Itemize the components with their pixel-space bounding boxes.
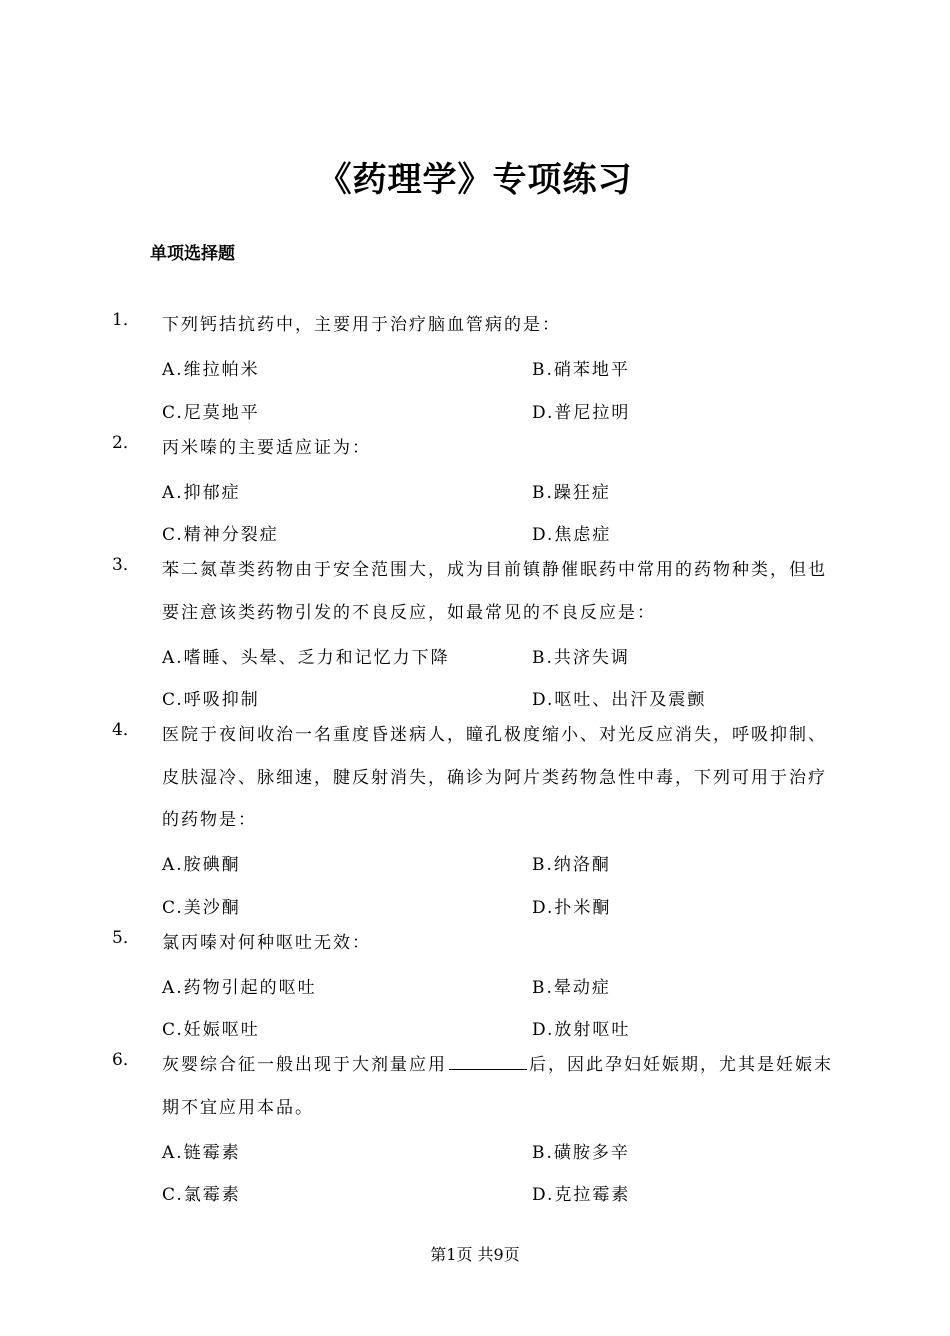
option-c: C.尼莫地平	[162, 402, 260, 423]
option-b: B.晕动症	[532, 977, 611, 998]
question-item	[0, 304, 950, 432]
option-grid	[162, 469, 842, 554]
option-a: A.胺碘酮	[162, 855, 241, 876]
question-number: 2．	[112, 432, 140, 453]
option-b: B.纳洛酮	[532, 855, 611, 876]
option-grid	[162, 347, 842, 432]
page-footer: 第1页 共9页	[430, 1245, 520, 1264]
option-b: B.躁狂症	[532, 482, 611, 503]
question-number: 4．	[112, 720, 140, 740]
option-c: C.妊娠呕吐	[162, 1020, 260, 1041]
fill-in-blank	[449, 1055, 527, 1070]
question-item	[0, 714, 950, 927]
option-grid	[162, 964, 842, 1049]
question-list	[0, 309, 950, 1214]
question-stem: 丙米嗪的主要适应证为：	[162, 437, 371, 458]
option-c: C.精神分裂症	[162, 525, 279, 546]
question-item	[0, 1044, 950, 1214]
option-grid	[162, 842, 842, 927]
option-a: A.维拉帕米	[162, 360, 260, 381]
option-c: C.美沙酮	[162, 897, 241, 918]
question-number: 6．	[112, 1050, 140, 1070]
option-a: A.药物引起的呕吐	[162, 977, 317, 998]
option-c: C.氯霉素	[162, 1185, 241, 1206]
option-b: B.磺胺多辛	[532, 1142, 630, 1163]
question-stem-after: 后，因此孕妇妊娠期，尤其是妊娠末期不宜应用本品。	[162, 1055, 833, 1118]
option-a: A.链霉素	[162, 1142, 241, 1163]
question-stem: 苯二氮䓬类药物由于安全范围大，成为目前镇静催眠药中常用的药物种类，但也要注意该类药物引发的不良反应，如最常见的不良反应是：	[162, 560, 827, 623]
option-d: D.扑米酮	[532, 897, 612, 918]
option-b: B.硝苯地平	[532, 360, 630, 381]
page-title: 《药理学》专项练习	[317, 160, 633, 200]
question-stem	[162, 1044, 837, 1129]
option-d: D.焦虑症	[532, 525, 612, 546]
question-stem: 下列钙拮抗药中，主要用于治疗脑血管病的是：	[162, 315, 561, 335]
section-heading: 单项选择题	[150, 244, 235, 264]
question-stem-before: 灰婴综合征一般出现于大剂量应用	[162, 1055, 447, 1075]
question-stem: 氯丙嗪对何种呕吐无效：	[162, 932, 371, 953]
question-item	[0, 427, 950, 555]
option-d: D.放射呕吐	[532, 1020, 631, 1041]
option-d: D.呕吐、出汗及震颤	[532, 690, 707, 711]
question-stem: 医院于夜间收治一名重度昏迷病人，瞳孔极度缩小、对光反应消失，呼吸抑制、皮肤湿冷、脉细速，腱反射消失，确诊为阿片类药物急性中毒，下列可用于治疗的药物是：	[162, 725, 827, 830]
option-grid	[162, 634, 842, 719]
option-d: D.普尼拉明	[532, 402, 631, 423]
question-item	[0, 922, 950, 1050]
option-a: A.嗜睡、头晕、乏力和记忆力下降	[162, 647, 450, 668]
option-c: C.呼吸抑制	[162, 690, 260, 711]
question-item	[0, 549, 950, 719]
option-grid	[162, 1129, 842, 1214]
question-number: 5．	[112, 927, 140, 948]
option-a: A.抑郁症	[162, 482, 241, 503]
question-number: 3．	[112, 555, 140, 575]
option-b: B.共济失调	[532, 647, 630, 668]
question-number: 1．	[112, 310, 140, 330]
option-d: D.克拉霉素	[532, 1185, 631, 1206]
